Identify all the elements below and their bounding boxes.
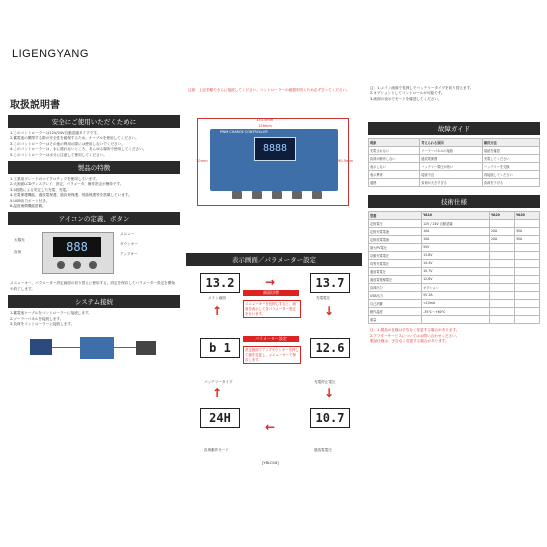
feature-item: 3.3段階による安定した充電、充電。 — [10, 187, 70, 192]
table-cell — [514, 268, 539, 276]
arrow-left-icon: ← — [265, 420, 276, 434]
table-cell: 動作温度 — [369, 308, 422, 316]
terminal — [252, 191, 262, 199]
controller-diagram — [196, 118, 354, 206]
right-column — [368, 86, 540, 344]
red-label-switch: 画面切替 — [243, 290, 299, 296]
icon-label-menu: メニュー — [120, 232, 135, 237]
table-cell: 過放電保護 — [420, 155, 483, 163]
table-cell: 充電してください — [482, 155, 539, 163]
up-button[interactable] — [89, 261, 97, 269]
table-cell: バッテリーを交換 — [482, 163, 539, 171]
table-cell — [514, 292, 539, 300]
table-cell — [490, 260, 515, 268]
column-header: YA30 — [514, 212, 539, 220]
icon-label-up: アップキー — [120, 252, 138, 257]
safety-item: 4.このコントローラーは、水に濡れないところ、あらゆる場所で使用してください。 — [10, 147, 147, 152]
table-cell: 負荷が大きすぎる — [420, 179, 483, 187]
table-cell: 過放電復帰電圧 — [369, 276, 422, 284]
controller-body — [210, 129, 338, 191]
screen-stop: 12.6 — [310, 338, 350, 358]
table-row — [369, 171, 540, 179]
table-cell — [490, 276, 515, 284]
feature-item: 6.温度補償機能搭載。 — [10, 204, 46, 209]
table-cell: 負荷が動作しない — [369, 155, 420, 163]
table-row — [369, 228, 540, 236]
terminal — [272, 191, 282, 199]
right-bottom-note: 製品仕様は、予告なく変更する場合があります。 — [370, 339, 449, 344]
table-row — [369, 244, 540, 252]
table-row — [369, 252, 540, 260]
column-header: 考えられる原因 — [420, 139, 483, 147]
table-cell — [490, 284, 515, 292]
manual-title: 取扱説明書 — [10, 100, 60, 111]
safety-item: 2.蓄電池の開閉する際の安全性を確保するため、ケーブルを使用してください。 — [10, 136, 139, 141]
table-cell — [514, 308, 539, 316]
table-cell: 14.4V — [422, 260, 490, 268]
column-header: 現象 — [369, 139, 420, 147]
feature-item: 5.USB出力ポート付き。 — [10, 198, 50, 203]
page-footer: [YBLO18] — [262, 461, 279, 465]
table-cell — [514, 260, 539, 268]
icon-label-load: 負荷 — [14, 250, 22, 255]
safety-item: 1.このコントローラーは12V/24V自動認識タイプです。 — [10, 131, 101, 135]
right-bottom-note: 2.アフターサービスについてはお問い合わせください。 — [370, 333, 460, 338]
terminal — [312, 191, 322, 199]
right-note: 注：1.メイン画面で長押しでバッテリータイプを切り替えます。 — [370, 86, 474, 90]
table-cell — [514, 316, 539, 324]
table-cell — [490, 244, 515, 252]
brand-title: LIGENGYANG — [12, 48, 89, 60]
wire — [52, 347, 80, 348]
caption-stop: 充電停止電圧 — [314, 380, 336, 384]
down-button[interactable] — [73, 261, 81, 269]
safety-item: 3.このコントローラーはその他の利用の際には使用しないでください。 — [10, 141, 125, 146]
table-cell — [490, 220, 515, 228]
dim-side: 70mm — [196, 159, 208, 163]
table-cell — [490, 252, 515, 260]
controller-screen — [254, 137, 296, 161]
table-row — [369, 220, 540, 228]
table-row — [369, 276, 540, 284]
table-cell — [490, 300, 515, 308]
table-row — [369, 179, 540, 187]
table-cell: 表示しない — [369, 163, 420, 171]
table-cell: 10A — [422, 228, 490, 236]
menu-button[interactable] — [57, 261, 65, 269]
right-bottom-text — [368, 328, 540, 344]
trouble-table — [368, 138, 540, 187]
arrow-up-icon: ↑ — [212, 386, 223, 400]
table-cell — [514, 276, 539, 284]
table-cell: 定格放電電流 — [369, 236, 422, 244]
table-cell — [490, 308, 515, 316]
dim-top: 133.5mm — [256, 118, 274, 122]
icon-label-down: ダウンキー — [120, 242, 138, 247]
table-cell: 定格電圧 — [369, 220, 422, 228]
table-cell: 30A — [514, 228, 539, 236]
icon-illustration — [10, 228, 178, 278]
display-section — [186, 250, 362, 269]
controller-label: PWM CHARGE CONTROLLER — [220, 130, 268, 134]
display-header: 表示画面／パラメーター設定 — [186, 253, 362, 266]
table-cell: 自己消費 — [369, 300, 422, 308]
system-illustration — [10, 331, 178, 371]
table-cell — [490, 316, 515, 324]
caption-charge: 充電電圧 — [316, 296, 331, 300]
caption-discharge: 過放電電圧 — [314, 448, 332, 452]
caption-battery: バッテリータイプ — [204, 380, 233, 384]
table-cell: 接続不良 — [420, 171, 483, 179]
note2: 設定画面でアップダウンキーを押して値を変更し、メニューキーで保存します。 — [243, 346, 301, 364]
spec-head-row — [369, 212, 540, 220]
feature-item: 2.大画面LCDディスプレイ、設定、パラメータ、操作設定が簡単です。 — [10, 182, 124, 187]
table-row — [369, 155, 540, 163]
table-cell — [490, 268, 515, 276]
table-cell: 表示異常 — [369, 171, 420, 179]
table-cell: ソーラーパネルの接続 — [420, 147, 483, 155]
table-cell: 50V — [422, 244, 490, 252]
features-list — [8, 177, 180, 209]
safety-item: 5.このコントローラーは水分に注意して使用してください。 — [10, 152, 107, 157]
dim-top2: 128mm — [258, 124, 272, 128]
controller-panel — [42, 232, 114, 274]
table-cell — [514, 252, 539, 260]
table-cell: 30A — [514, 236, 539, 244]
screen-digits: 8888 — [262, 143, 288, 154]
table-cell: 接続を確認 — [482, 147, 539, 155]
safety-header: 安全にご使用いただくために — [8, 115, 180, 128]
left-column — [8, 86, 180, 374]
table-row — [369, 260, 540, 268]
icon-label-solar: 太陽光 — [14, 238, 25, 243]
table-cell: 10A — [422, 236, 490, 244]
table-row — [369, 268, 540, 276]
right-top-text — [368, 86, 540, 102]
table-cell: 浮動充電電圧 — [369, 252, 422, 260]
table-row — [369, 292, 540, 300]
table-cell: 10.7V — [422, 268, 490, 276]
features-header: 製品の特徴 — [8, 161, 180, 174]
table-row — [369, 147, 540, 155]
feature-item: 4.充電保護機能、過放電保護、過負荷保護、短絡保護等を搭載しています。 — [10, 193, 132, 198]
table-cell: 過放電電圧 — [369, 268, 422, 276]
column-header: 型番 — [369, 212, 422, 220]
column-header: YA20 — [490, 212, 515, 220]
table-row — [369, 316, 540, 324]
icons-header: アイコンの定義、ボタン — [8, 212, 180, 225]
screen-load: 24H — [200, 408, 240, 428]
table-cell: 再接続してください — [482, 171, 539, 179]
right-note: 2.オプションとしてコントロールが可能です。 — [370, 91, 445, 96]
red-label-param: パラメーター設定 — [243, 336, 299, 342]
table-cell: バッテリー電圧が低い — [420, 163, 483, 171]
table-cell: -35℃～+60℃ — [422, 308, 490, 316]
table-cell: 均等充電電圧 — [369, 260, 422, 268]
column-header: YA10 — [422, 212, 490, 220]
table-cell: 5V 2A — [422, 292, 490, 300]
safety-list — [8, 131, 180, 158]
table-row — [369, 284, 540, 292]
table-cell — [514, 244, 539, 252]
table-cell: 20A — [490, 236, 515, 244]
system-item: 2.ソーラーパネルを接続します。 — [10, 316, 64, 321]
arrow-right-icon: → — [265, 275, 276, 289]
screen-main: 13.2 — [200, 273, 240, 293]
solar-panel-icon — [30, 339, 52, 355]
lcd-icon: 888 — [53, 237, 101, 257]
controller-icon — [80, 337, 114, 359]
table-row — [369, 308, 540, 316]
table-row — [369, 163, 540, 171]
table-cell: 定格充電電流 — [369, 228, 422, 236]
table-cell: 過熱 — [369, 179, 420, 187]
caption-load: 負荷動作モード — [204, 448, 230, 452]
table-cell: <10mA — [422, 300, 490, 308]
dim-side2: 90.5mm — [338, 159, 354, 163]
spec-header: 技術仕様 — [368, 195, 540, 208]
column-header: 解決方法 — [482, 139, 539, 147]
right-bottom-note: 注：1.製品の仕様は予告なく変更する場合があります。 — [370, 328, 460, 333]
system-item: 1.蓄電池ケーブルをコントローラーに接続します。 — [10, 311, 92, 316]
system-list — [8, 311, 180, 327]
arrow-up-icon: ↑ — [212, 304, 223, 318]
trouble-head-row — [369, 139, 540, 147]
terminal — [232, 191, 242, 199]
table-cell: 充電されない — [369, 147, 420, 155]
table-cell — [422, 316, 490, 324]
caption-main: メイン画面 — [208, 296, 226, 300]
terminal — [292, 191, 302, 199]
table-cell: 最大PV電圧 — [369, 244, 422, 252]
icons-text: メニューキー、パラメーター設定画面の切り替えに使用する。設定を保存してパラメーター設定を開始や終了します。 — [10, 281, 175, 291]
screen-discharge: 10.7 — [310, 408, 350, 428]
trouble-header: 故障ガイド — [368, 122, 540, 135]
screen-charge: 13.7 — [310, 273, 350, 293]
table-cell: オプション — [422, 284, 490, 292]
top-note: 注意：上記手順でさらに接続してください。コントローラーの破損を防ぐため必ず守ってください。 — [188, 88, 350, 92]
middle-column — [186, 86, 362, 93]
table-row — [369, 300, 540, 308]
table-cell — [514, 220, 539, 228]
table-cell: 重量 — [369, 316, 422, 324]
table-cell — [514, 300, 539, 308]
table-cell: 負荷を下げる — [482, 179, 539, 187]
table-cell: 13.8V — [422, 252, 490, 260]
arrow-down-icon: ↓ — [324, 386, 335, 400]
right-note: 3.画面の表示でモードを確認してください。 — [370, 96, 442, 101]
table-cell: 負荷出力 — [369, 284, 422, 292]
system-item: 3.負荷をコントローラーに接続します。 — [10, 322, 75, 327]
feature-item: 1.工業用グレードのマイクロチップを使用しています。 — [10, 177, 100, 182]
table-cell: 20A — [490, 228, 515, 236]
table-row — [369, 236, 540, 244]
table-cell: 12V / 24V 自動認識 — [422, 220, 490, 228]
screen-battery: b 1 — [200, 338, 240, 358]
note1: メニューキーを長押しすると、画面を表示して各パラメーター設定を行います。 — [243, 300, 301, 318]
table-cell — [490, 292, 515, 300]
system-header: システム接続 — [8, 295, 180, 308]
arrow-down-icon: ↓ — [324, 304, 335, 318]
battery-icon — [136, 341, 156, 355]
spec-table — [368, 211, 540, 324]
table-cell: USB出力 — [369, 292, 422, 300]
wire — [114, 347, 136, 348]
table-cell — [514, 284, 539, 292]
table-cell: 12.6V — [422, 276, 490, 284]
